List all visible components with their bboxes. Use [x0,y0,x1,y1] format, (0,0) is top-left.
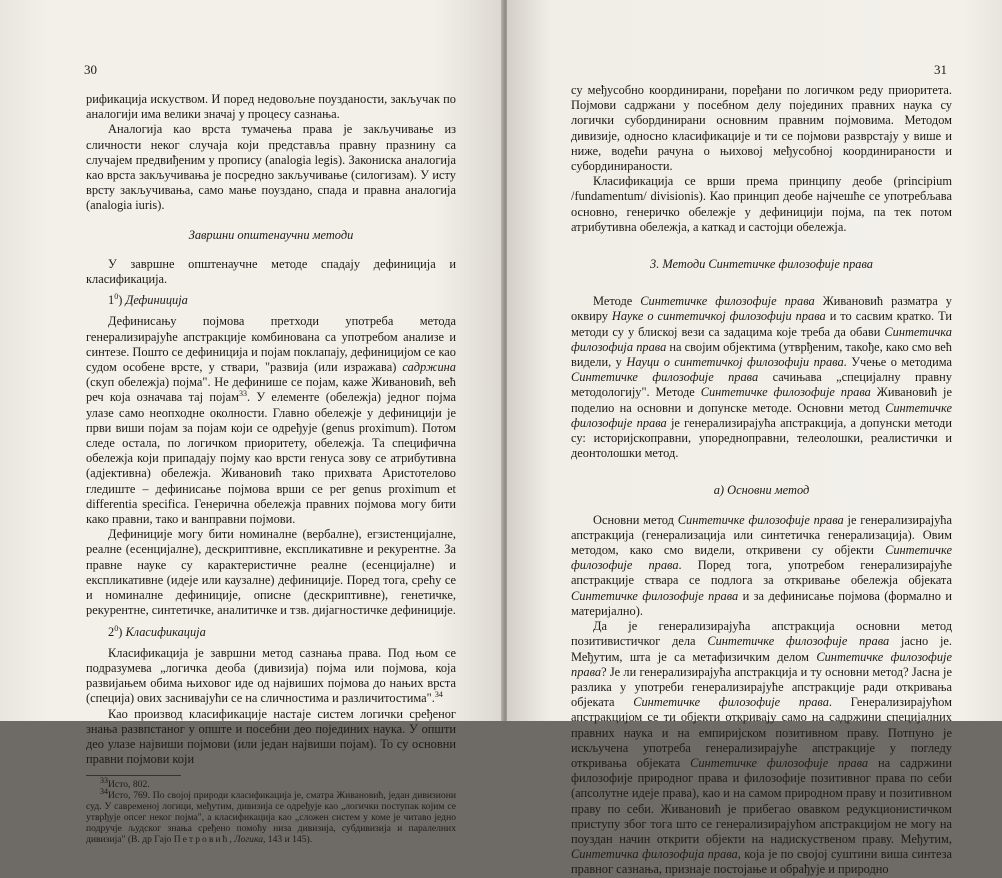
paragraph: Као производ класификације настаје систем логички сређеног знања развпстаног у опште и посебни део појединих наука. У општи део улазе највиши појмови (или један највиши појам). То су основни правни појмови који [86,706,456,767]
subsection-title: Дефиниција [125,293,188,308]
footnote-ref: 34 [434,690,443,700]
left-page-body [86,92,456,845]
right-page-body [571,83,952,878]
paragraph: Дефиниције могу бити номиналне (вербалне), егзистенцијалне, реалне (есенцијалне), дескриптивне, експликативне и рекурентне. За правне науке су карактеристичне реалне (есенцијалне) и експликативне (идеје или каузалне) дефиниције. Поред тога, срећу се и номиналне дефиниције, описне (дескриптивне), генетичке, рекурентне, синтетичке, аналитичке и тзв. дијагностичке дефиниције. [86,527,456,618]
subsection-number: 1 [108,293,115,308]
left-page [0,0,503,846]
paragraph: рификација искуством. И поред недовољне поузданости, закључак по аналогији има велики значај у процесу сазнања. [86,92,456,122]
subsection-heading: $1^0$) Дефиниција [108,292,188,308]
right-page [507,0,1002,877]
section-heading: 3. Методи Синтетичке филозофије права [650,257,873,272]
subsection-title: Класификација [125,624,206,639]
paragraph: У завршне општенаучне методе спадају дефиниција и класификација. [86,256,456,287]
subsection-number: 2 [108,624,115,639]
paragraph: су међусобно координирани, поређани по логичком реду приоритета. Појмови садржани у посебном делу појединих правних наука су логички субординирани основним правним појмовима. Методом дивизије, односно класификације и ти се појмови разврстају у више и ниже, водећи рачуна о њиховој међусобној координираности и субординираности. [571,83,952,174]
footnote-ref: 33 [238,389,247,399]
right-page-number: 31 [934,62,947,77]
footnote: $^{34}$Исто, 769. По својој природи класификација је, сматра Живановић, један дивизиони суд. У савременој логици, међутим, дивизија се одређује као „логички поступак којим се утврђује опсег неког појма", а класификација као „сложен систем у коме је читаво једно подручје људског знања сређено помоћу низа дивизија, субдивизија и паралелних дивизија" (В. др Гајо Петровић, Логика, 143 и 145). [86,787,456,846]
paragraph: Дефинисању појмова претходи употреба метода генерализирајуће апстракције комбинована са употребом анализе и синтезе. Пошто се дефиниција и појам поклапају, дефиницијом се као судом особене врсте, у ствари, "развија (или изражава) садржина (скуп обележја) појма". Не дефинише се појам, каже Живановић, већ реч која означава тај појам$^{33}$. У елементе (обележја) једног појма улазе само неопходне околности. Главно обележје у дефиницији је први виши појам за појам који се одређује (genus proximum). Потом следе остала, по логичком приоритету, обележја. Та специфична обележја који припадају појму као врсти генуса зову се атрибутивна (адјективна) обележја. Живановић тако прихвата Аристотелово гледиште – дефинисање појмова врши се per genus proximum et differentia specifica. Генерична обележја правних појмова могу бити како правни, тако и ванправни појмови. [86,314,457,527]
paragraph: Класификација се врши према принципу деобе (principium /fundamentum/ divisionis). Као принцип деобе најчешће се употребљава основно, генеричко обележје у дефиницији појма, па тек потом атрибутивна обележја, а каткад и састојци обележја. [571,174,952,234]
paragraph: Основни метод Синтетичке филозофије права је генерализирајућа апстракција (генерализација или синтетичка генерализација). Овим методом, како смо видели, откривени су објекти Синтетичке филозофије права. Поред тога, употребом генерализирајуће апстракције ствара се подлога за откривање обележја објеката Синтетичке филозофије права и за дефинисање појмова (формално и материјално). [571,512,952,618]
section-heading: Завршни општенаучни методи [188,227,354,242]
paragraph: Аналогија као врста тумачења права је закључивање из сличности неког случаја који представља правну празнину са случајем предвиђеним у пропису (analogia legis). Закониска аналогија као врста закључивања је посредно закључивање (силогизам). У исту врсту закључивања, само мање поуздано, спада и правна аналогија (analogia iuris). [86,122,456,213]
footnote: $^{33}$Исто, 802. [100,776,150,791]
footnotes [86,776,456,846]
subsection-heading: $2^0$) Класификација [108,623,206,639]
left-page-number: 30 [84,62,97,77]
paragraph: Да је генерализирајућа апстракција основни метод позитивистичког дела Синтетичке филозофије права јасно је. Међутим, шта је са метафизичким делом Синтетичке филозофије права? Је ли генерализирајућа апстракција и ту основни метод? Јасна је разлика у употреби генерализирајуће апстракције ради откривања објеката Синтетичке филозофије права. Генерализирајућом апстракцијом се ти објекти откривају само на садржини специјалних правних наука и на емпиријском позитивном праву. Потпуно је искључена употреба генерализирајуће апстракције у погледу откривања објеката Синтетичке филозофије права на садржини филозофије природног права и филозофије позитивног права по себи (апсолутне идеје права), као и на самом природном праву и позитивном праву по себи. Живановић је прибегао овавком редукционистичком приступу због тога што се генерализирајућом апстракцијом не могу на поуздан начин открити објекти на надискуственом праву. Међутим, Синтетичка филозофија права, која је по својој суштини виша синтеза правног сазнања, признаје постојање и обрађује и природно [571,619,952,877]
paragraph: Класификација је завршни метод сазнања права. Под њом се подразумева „логичка деоба (дивизија) појма или појмова, која развијањем обима њиховог иде од највиших појмова до нањих врста (специја) овиx заснивајући се на сличностима и различитостима".$^{34}$ [86,645,456,706]
subsection-heading: а) Основни метод [713,483,810,498]
paragraph: Методе Синтетичке филозофије права Живановић разматра у оквиру Науке о синтетичкој филозофији права и то сасвим кратко. Ти методи су у блиској вези са задацима које треба да обави Синтетичка филозофија права на својим објектима (утврђеним, такође, како смо већ видели, у Науци о синтетичкој филозофији права. Учење о методима Синтетичке филозофије права сачињава „специјалну правну методологију". Методе Синтетичке филозофије права Живановић је поделио на основни и допунске методе. Основни метод Синтетичке филозофије права је генерализирајућа апстракција, а допунски методи су: историјскоправни, упоредноправни, телеолошки, реалистички и деонтолошки метод. [571,294,953,461]
